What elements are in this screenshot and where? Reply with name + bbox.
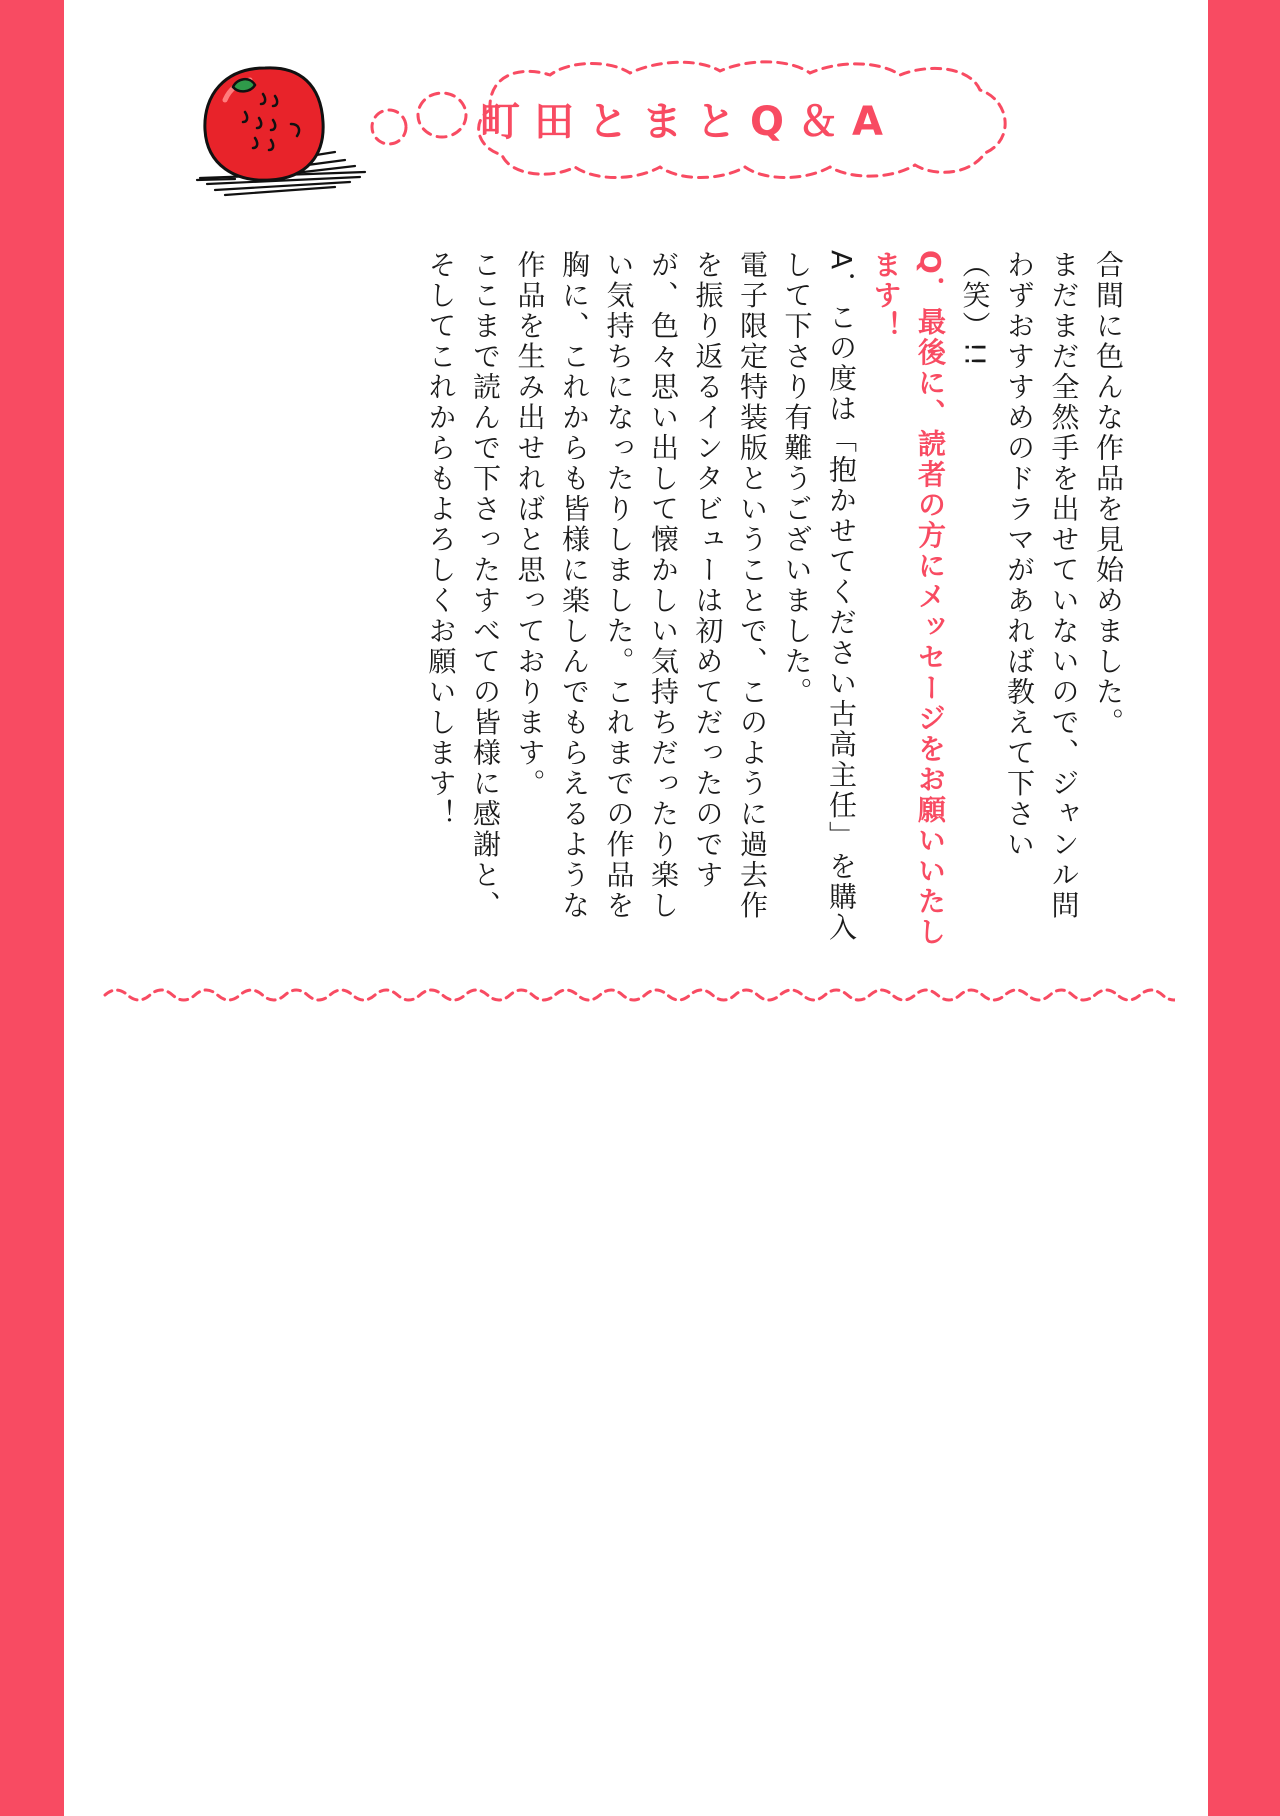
answer-paragraph: ここまで読んで下さったすべての皆様に感謝と、そしてこれからもよろしくお願いします！ [424, 250, 502, 921]
wavy-divider [100, 980, 1175, 1010]
answer-paragraph: 合間に色んな作品を見始めました。 [1092, 250, 1125, 738]
tomato-icon [195, 60, 380, 200]
answer-paragraph: 電子限定特装版ということで、このように過去作を振り返るインタビューは初めてだったのですが、色々思い出して懐かしい気持ちだったり楽しい気持ちになったりしました。これまでの作品を胸に、これからも皆様に楽しんでもらえるような作品を生み出せればと思っております。 [513, 250, 769, 921]
question-paragraph: Q．最後に、読者の方にメッセージをお願いいたします！ [869, 250, 947, 948]
page-title: 町田とまとQ＆A [480, 99, 897, 145]
left-border [0, 0, 64, 1816]
qa-text-block [330, 250, 1130, 950]
right-border [1208, 0, 1280, 1816]
answer-paragraph: まだまだ全然手を出せていないので、ジャンル問わずおすすめのドラマがあれば教えて下さい（笑）!! [958, 250, 1081, 921]
answer-paragraph: A．この度は「抱かせてください古高主任」を購入して下さり有難うございました。 [780, 250, 858, 943]
